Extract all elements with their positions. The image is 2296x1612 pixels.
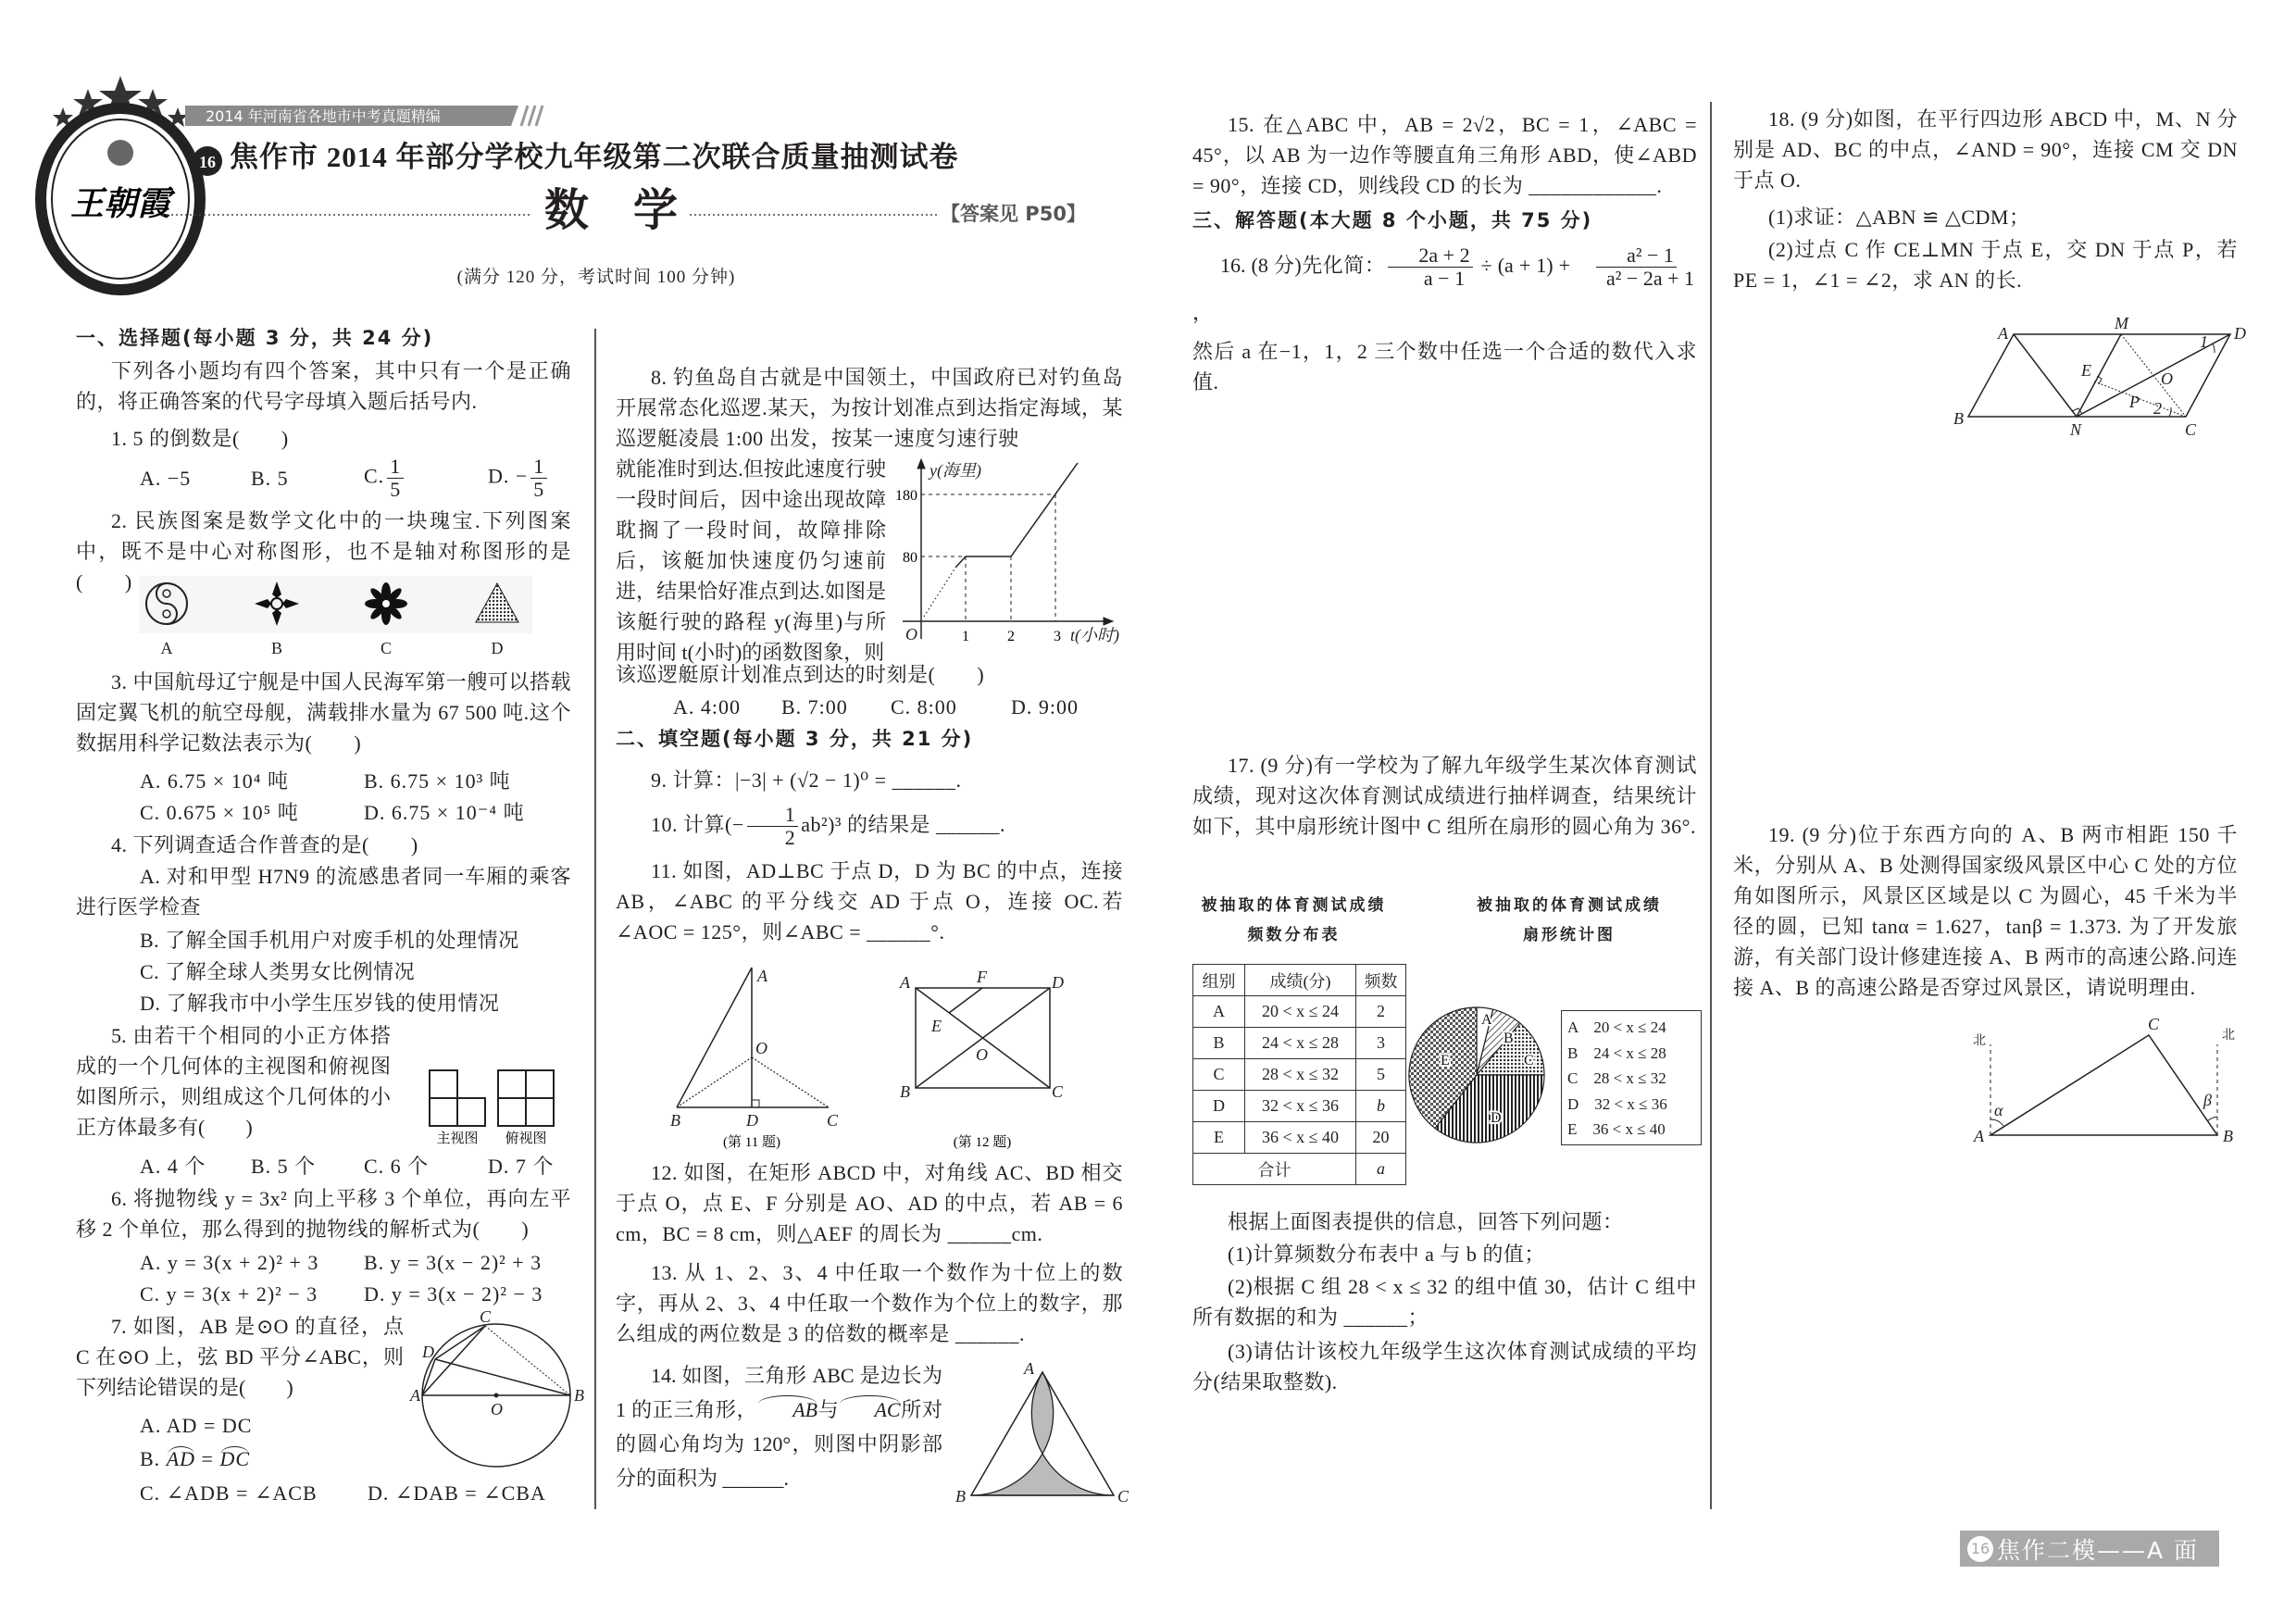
- q4-option-d: D. 了解我市中小学生压岁钱的使用情况: [140, 992, 500, 1015]
- option-a: A. −5: [140, 467, 192, 490]
- q7-stem: 7. 如图，AB 是⊙O 的直径，点 C 在⊙O 上，弦 BD 平分∠ABC，则下列结论错误的是( ): [76, 1315, 404, 1399]
- q4-option-b: B. 了解全国手机用户对废手机的处理情况: [140, 929, 519, 952]
- pie-label: B: [1504, 1031, 1514, 1046]
- q12-stem: 12. 如图，在矩形 ABCD 中，对角线 AC、BD 相交于点 O，点 E、F 分别是 AO、AD 的中点，若 AB = 6 cm，BC = 8 cm，则△AEF 的周长为 ______cm.: [616, 1161, 1123, 1245]
- table-title: [1190, 891, 1398, 950]
- q14-triangle-figure: [971, 1372, 1114, 1495]
- fig-label: D: [2234, 324, 2246, 343]
- q18-stem: 18. (9 分)如图，在平行四边形 ABCD 中，M、N 分别是 AD、BC 的中点，∠AND = 90°，连接 CM 交 DN 于点 O.: [1733, 107, 2238, 192]
- q5-front-view: [430, 1070, 485, 1126]
- header-cell: 成绩(分): [1245, 965, 1356, 996]
- fig-label: D: [422, 1343, 434, 1361]
- denominator: a − 1: [1423, 267, 1466, 291]
- q12-rectangle-figure: [916, 988, 1050, 1088]
- arc-ab: AB: [757, 1393, 817, 1427]
- denominator: 5: [533, 478, 545, 501]
- exam-info: (满分 120 分，考试时间 100 分钟): [456, 268, 736, 287]
- option-label: B.: [140, 1447, 167, 1470]
- option-a: A. y = 3(x + 2)² + 3: [140, 1251, 319, 1274]
- q10-expr: ab²)³: [801, 813, 842, 836]
- pie-title-line: 被抽取的体育测试成绩: [1477, 896, 1662, 915]
- fig-label: F: [977, 968, 987, 986]
- q3-options: [76, 766, 594, 796]
- header-cell: 组别: [1193, 965, 1245, 996]
- q7-option-a: [76, 1410, 594, 1441]
- q16-mid: ÷ (a + 1) +: [1475, 254, 1577, 277]
- option-b: B. y = 3(x − 2)² + 3: [364, 1251, 543, 1274]
- option-a: A. AD = DC: [140, 1414, 253, 1437]
- fig-label-north: 北: [1973, 1034, 1986, 1048]
- option-b: B. 7:00: [781, 695, 848, 719]
- q5-top-view: [498, 1070, 554, 1126]
- cell: 28 < x ≤ 32: [1245, 1059, 1356, 1091]
- option-c: C. 6 个: [364, 1155, 430, 1178]
- q10-post: 的结果是 ______.: [842, 813, 1006, 836]
- q6-options: [76, 1247, 594, 1278]
- numerator: 2a + 2: [1388, 244, 1472, 268]
- fig-label: 2: [2153, 399, 2162, 418]
- graph-x-tick: 3: [1054, 629, 1061, 644]
- fig-label: E: [2081, 361, 2091, 380]
- table-row: [1193, 996, 1406, 1028]
- numerator: a² − 1: [1596, 244, 1677, 268]
- fig-label: β: [2203, 1091, 2212, 1109]
- option-a: A. 4:00: [673, 695, 741, 719]
- option-label: D. −: [488, 464, 529, 488]
- pie-title: [1458, 891, 1680, 950]
- q7-option-b: [76, 1443, 594, 1474]
- fig-label: N: [2070, 420, 2082, 439]
- table-total-row: [1193, 1154, 1406, 1185]
- q5-options: [76, 1151, 594, 1181]
- cell: 合计: [1193, 1154, 1356, 1185]
- answer-reference: 【答案见 P50】: [941, 203, 1086, 225]
- legend-item: D 32 < x ≤ 36: [1567, 1094, 1667, 1113]
- fraction: [387, 456, 404, 501]
- arc-dc: DC: [219, 1443, 250, 1474]
- fig-label: B: [900, 1082, 910, 1101]
- fraction: [1388, 244, 1472, 290]
- section-heading: 三、解答题(本大题 8 个小题，共 75 分): [1192, 209, 1593, 231]
- banner-stripes: [521, 106, 543, 126]
- q10-stem: [616, 802, 1123, 849]
- cell: 5: [1356, 1059, 1406, 1091]
- q14-pre: 14. 如图，三角形 ABC 是边长为 1 的正三角形，: [616, 1364, 942, 1421]
- option-d: D. ∠DAB = ∠CBA: [368, 1481, 546, 1505]
- q17-prompt: 根据上面图表提供的信息，回答下列问题：: [1228, 1210, 1624, 1233]
- cell: D: [1193, 1091, 1245, 1122]
- q16-pre: 16. (8 分)先化简：: [1220, 254, 1386, 277]
- cell: 20 < x ≤ 24: [1245, 996, 1356, 1028]
- q16-block: [1192, 243, 1697, 397]
- section-intro: 下列各小题均有四个答案，其中只有一个是正确的，将正确答案的代号字母填入题后括号内.: [76, 359, 571, 413]
- fig-label: M: [2115, 314, 2128, 332]
- fraction: [1578, 244, 1694, 290]
- fig-label: B: [1953, 409, 1964, 428]
- option-a: A. 6.75 × 10⁴ 吨: [140, 769, 289, 793]
- q19-bearing-figure: [1990, 1035, 2217, 1135]
- graph-y-tick: 180: [895, 488, 917, 504]
- fig-label: D: [1052, 973, 1064, 992]
- q18-sub1: (1)求证：△ABN ≌ △CDM；: [1768, 206, 2030, 229]
- pie-label: D: [1491, 1110, 1502, 1126]
- option-d: D. 9:00: [1011, 695, 1079, 719]
- frequency-table: [1192, 964, 1406, 1185]
- logo: [41, 76, 200, 290]
- option-c: C. y = 3(x + 2)² − 3: [140, 1282, 318, 1306]
- fig-label: A: [1998, 324, 2008, 343]
- fig-label: 1: [2200, 332, 2208, 351]
- graph-origin: O: [905, 625, 917, 644]
- numerator: 1: [530, 456, 547, 479]
- fig-label: C: [2148, 1015, 2160, 1033]
- q14-stem: [616, 1358, 942, 1495]
- pie-label: E: [1441, 1053, 1450, 1068]
- graph-y-label: y(海里): [930, 461, 981, 480]
- numerator: 1: [747, 804, 799, 827]
- option-a: A. 4 个: [140, 1155, 206, 1178]
- q6-options: [76, 1279, 594, 1309]
- fig-label: P: [2129, 393, 2140, 411]
- fig-label: C: [1117, 1487, 1129, 1506]
- q14-post: 所对的圆心角均为 120°，则图中阴影部分的面积为 ______.: [616, 1398, 942, 1490]
- option-c: C. ∠ADB = ∠ACB: [140, 1481, 318, 1505]
- graph-y-tick: 80: [903, 550, 917, 566]
- option-b: [140, 1443, 250, 1474]
- q11-stem: 11. 如图，AD⊥BC 于点 D，D 为 BC 的中点，连接 AB，∠ABC 的平分线交 AD 于点 O，连接 OC.若∠AOC = 125°，则∠ABC = ______°.: [616, 859, 1123, 943]
- subject-title: 数 学: [544, 186, 679, 235]
- denominator: 2: [784, 826, 796, 850]
- q13-stem: 13. 从 1、2、3、4 中任取一个数作为十位上的数字，再从 2、3、4 中任取一个数作为个位上的数字，那么组成的两位数是 3 的倍数的概率是 ______.: [616, 1261, 1123, 1345]
- table-title-line: 频数分布表: [1247, 926, 1341, 944]
- footer-number: 16: [1967, 1536, 1993, 1562]
- fig-label: A: [900, 973, 910, 992]
- q4-option-c: C. 了解全球人类男女比例情况: [140, 960, 416, 983]
- legend-item: C 28 < x ≤ 32: [1567, 1069, 1666, 1087]
- option-d: D. 6.75 × 10⁻⁴ 吨: [364, 801, 525, 824]
- section-heading: 二、填空题(每小题 3 分，共 21 分): [616, 728, 974, 750]
- pie-label: A: [1481, 1012, 1492, 1028]
- pie-title-line: 扇形统计图: [1523, 926, 1616, 944]
- q9-stem: 9. 计算：|−3| + (√2 − 1)⁰ = ______.: [651, 769, 962, 792]
- table-title-line: 被抽取的体育测试成绩: [1201, 896, 1387, 915]
- q4-option-a: A. 对和甲型 H7N9 的流感患者同一车厢的乘客进行医学检查: [76, 865, 571, 918]
- numerator: 1: [387, 456, 404, 479]
- legend-item: A 20 < x ≤ 24: [1567, 1018, 1666, 1036]
- q16-post: ，: [1192, 301, 1214, 325]
- cell: 32 < x ≤ 36: [1245, 1091, 1356, 1122]
- fig-label: C: [1052, 1082, 1064, 1101]
- fig-label: A: [757, 967, 767, 985]
- q6-stem: 6. 将抛物线 y = 3x² 向上平移 3 个单位，再向左平移 2 个单位，那么得到的抛物线的解析式为( ): [76, 1187, 571, 1241]
- q18-parallelogram-figure: [1968, 334, 2230, 417]
- footer-label: 焦作二模——A 面: [1997, 1536, 2200, 1564]
- q10-pre: 10. 计算: [651, 813, 726, 836]
- cell: B: [1193, 1028, 1245, 1059]
- q17-sub2: (2)根据 C 组 28 < x ≤ 32 的组中值 30，估计 C 组中所有数据的和为 ______；: [1192, 1275, 1697, 1329]
- fig-label: B: [2223, 1127, 2233, 1145]
- q4-stem: 4. 下列调查适合作普查的是( ): [111, 833, 418, 856]
- option-c: [364, 456, 406, 501]
- option-b: B. 6.75 × 10³ 吨: [364, 769, 511, 793]
- cell: E: [1193, 1122, 1245, 1154]
- pie-legend: [1561, 1010, 1702, 1145]
- fig-label: O: [491, 1400, 503, 1418]
- table-row: [1193, 1059, 1406, 1091]
- option-label: C.: [364, 464, 385, 488]
- option-b: B. 5: [251, 467, 289, 490]
- cell: 20: [1356, 1122, 1406, 1154]
- q8-stem-cont: 就能准时到达.但按此速度行驶一段时间后，因中途出现故障耽搁了一段时间，故障排除后，该艇加快速度仍匀速前进，结果恰好准点到达.如图是该艇行驶的路程 y(海里)与所用时间 t(小时)的函数图象，则: [616, 457, 886, 664]
- fig-label: C: [2185, 420, 2197, 439]
- cell: 2: [1356, 996, 1406, 1028]
- header-cell: 频数: [1356, 965, 1406, 996]
- q11-triangle-figure: [677, 968, 829, 1107]
- q17-sub3: (3)请估计该校九年级学生这次体育测试成绩的平均分(结果取整数).: [1192, 1340, 1697, 1393]
- cell: A: [1193, 996, 1245, 1028]
- pattern-label: D: [491, 639, 504, 657]
- paper-number: 16: [199, 153, 216, 171]
- option-b: B. 5 个: [251, 1155, 317, 1178]
- pie-label: C: [1524, 1053, 1534, 1068]
- fig-label: O: [755, 1039, 767, 1057]
- q1-stem: 1. 5 的倒数是( ): [111, 427, 289, 450]
- fraction: [530, 456, 547, 501]
- q5-stem: 5. 由若干个相同的小正方体搭成的一个几何体的主视图和俯视图如图所示，则组成这个几何体的小正方体最多有( ): [76, 1024, 391, 1139]
- q15-stem: 15. 在△ABC 中，AB = 2√2，BC = 1，∠ABC = 45°，以 AB 为一边作等腰直角三角形 ABD，使∠ABD = 90°，连接 CD，则线段 CD 的长为 ____________.: [1192, 113, 1697, 197]
- q14-mid: 与: [817, 1398, 840, 1421]
- top-view-label: 俯视图: [505, 1131, 547, 1146]
- q11-caption: (第 11 题): [723, 1135, 780, 1150]
- fig-label: O: [976, 1045, 988, 1064]
- q18-sub2: (2)过点 C 作 CE⊥MN 于点 E，交 DN 于点 P，若 PE = 1，∠1 = ∠2，求 AN 的长.: [1733, 238, 2238, 292]
- cell: C: [1193, 1059, 1245, 1091]
- q12-caption: (第 12 题): [953, 1135, 1012, 1150]
- legend-item: B 24 < x ≤ 28: [1567, 1043, 1666, 1062]
- front-view-label: 主视图: [436, 1131, 479, 1146]
- fig-label: A: [1974, 1127, 1984, 1145]
- fig-label: α: [1994, 1101, 2003, 1119]
- fig-label: A: [410, 1386, 420, 1405]
- column-divider: [594, 329, 596, 1509]
- fig-label: B: [955, 1487, 966, 1506]
- column-divider: [1710, 102, 1712, 1509]
- fig-label: B: [574, 1386, 584, 1405]
- q10-paren: (−: [725, 813, 744, 836]
- fig-label: C: [827, 1111, 839, 1130]
- table-row: [1193, 1028, 1406, 1059]
- table-row: [1193, 1122, 1406, 1154]
- fraction: [747, 804, 799, 849]
- logo-text: 王朝霞: [69, 185, 171, 222]
- section-heading: 一、选择题(每小题 3 分，共 24 分): [76, 327, 434, 349]
- q8-graph: [903, 459, 1113, 639]
- pattern-label: C: [380, 639, 393, 657]
- graph-x-tick: 1: [962, 629, 969, 644]
- q19-stem: 19. (9 分)位于东西方向的 A、B 两市相距 150 千米，分别从 A、B 处测得国家级风景区中心 C 处的方位角如图所示，风景区区域是以 C 为圆心，45 千米为半径的圆，已知 tanα = 1.627，tanβ = 1.373. 为了开发旅游，有关部门设计修建连接 A、B 两市的高速公路.问连接 A、B 的高速公路是否穿过风景区，请说明理由.: [1733, 823, 2238, 999]
- cell: 3: [1356, 1028, 1406, 1059]
- option-d: [488, 456, 550, 501]
- graph-x-label: t(小时): [1070, 626, 1119, 644]
- cell: 36 < x ≤ 40: [1245, 1122, 1356, 1154]
- denominator: a² − 2a + 1: [1606, 267, 1694, 291]
- pattern-label: A: [160, 639, 173, 657]
- fig-label: D: [746, 1111, 758, 1130]
- page-title: 焦作市 2014 年部分学校九年级第二次联合质量抽测试卷: [230, 141, 959, 173]
- arc-ad: AD: [167, 1443, 195, 1474]
- cell: b: [1356, 1091, 1406, 1122]
- q8-stem: 8. 钓鱼岛自古就是中国领土，中国政府已对钓鱼岛开展常态化巡逻.某天，为按计划准点到达指定海域，某巡逻艇凌晨 1:00 出发，按某一速度匀速行驶: [616, 366, 1123, 450]
- option-c: C. 8:00: [891, 695, 957, 719]
- option-d: D. y = 3(x − 2)² − 3: [364, 1282, 543, 1306]
- q17-stem: 17. (9 分)有一学校为了解九年级学生某次体育测试成绩，现对这次体育测试成绩进行抽样调查，结果统计如下，其中扇形统计图中 C 组所在扇形的圆心角为 36°.: [1192, 754, 1697, 838]
- graph-x-tick: 2: [1007, 629, 1015, 644]
- q1-options: [76, 455, 594, 501]
- fig-label: A: [1024, 1359, 1034, 1378]
- q3-options: [76, 797, 594, 828]
- fig-label: E: [931, 1017, 942, 1035]
- cell: a: [1356, 1154, 1406, 1185]
- table-row: [1193, 1091, 1406, 1122]
- fig-label: B: [670, 1111, 680, 1130]
- option-d: D. 7 个: [488, 1155, 555, 1178]
- series-banner: 2014 年河南省各地市中考真题精编: [206, 107, 441, 125]
- q2-stem: 2. 民族图案是数学文化中的一块瑰宝.下列图案中，既不是中心对称图形，也不是轴对称图形的是( ): [76, 509, 571, 594]
- q16-stem: [1192, 243, 1697, 336]
- table-header-row: [1193, 965, 1406, 996]
- fig-label: C: [480, 1307, 492, 1326]
- option-c: C. 0.675 × 10⁵ 吨: [140, 801, 299, 824]
- arc-ac: AC: [839, 1393, 900, 1427]
- fig-label-north: 北: [2222, 1029, 2235, 1043]
- q7-options: [76, 1478, 594, 1508]
- legend-item: E 36 < x ≤ 40: [1567, 1120, 1666, 1138]
- q17-pie-chart: [1409, 1007, 1544, 1143]
- denominator: 5: [390, 478, 402, 501]
- q16-line2: 然后 a 在−1，1，2 三个数中任选一个合适的数代入求值.: [1192, 340, 1697, 394]
- equals: =: [195, 1447, 220, 1470]
- footer-badge: [1960, 1531, 2219, 1567]
- pattern-label: B: [270, 639, 283, 657]
- q8-stem-end: 该巡逻艇原计划准点到达的时刻是( ): [616, 663, 985, 686]
- cell: 24 < x ≤ 28: [1245, 1028, 1356, 1059]
- q3-stem: 3. 中国航母辽宁舰是中国人民海军第一艘可以搭载固定翼飞机的航空母舰，满载排水量为 67 500 吨.这个数据用科学记数法表示为( ): [76, 670, 571, 755]
- q17-sub1: (1)计算频数分布表中 a 与 b 的值；: [1228, 1243, 1545, 1266]
- q8-options: [616, 692, 1134, 722]
- fig-label: O: [2161, 369, 2173, 388]
